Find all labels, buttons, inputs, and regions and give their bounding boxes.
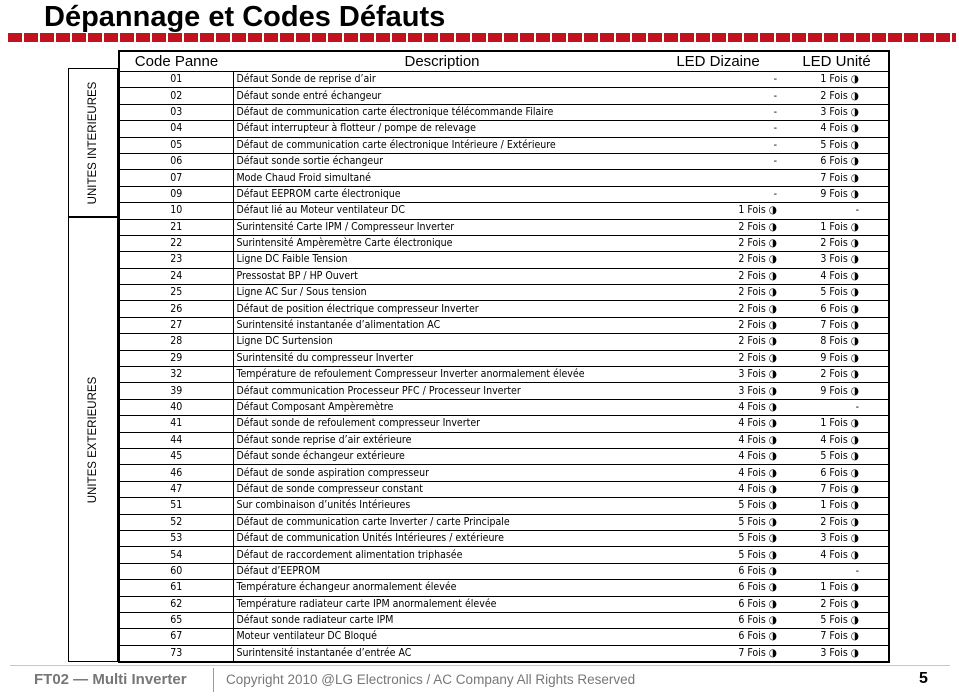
table-row xyxy=(119,301,889,317)
table-row xyxy=(119,416,889,432)
cell-led-dizaine: - xyxy=(651,88,785,104)
table-row xyxy=(119,88,889,104)
cell-code: 03 xyxy=(119,104,233,120)
cell-description: Défaut d’EEPROM xyxy=(233,563,651,579)
cell-description: Ligne DC Surtension xyxy=(233,334,651,350)
cell-code: 60 xyxy=(119,563,233,579)
cell-description: Défaut sonde entré échangeur xyxy=(233,88,651,104)
cell-description: Moteur ventilateur DC Bloqué xyxy=(233,629,651,645)
cell-description: Pressostat BP / HP Ouvert xyxy=(233,268,651,284)
cell-led-dizaine: 6 Fois ◑ xyxy=(651,596,785,612)
cell-description: Surintensité instantanée d’entrée AC xyxy=(233,645,651,662)
cell-code: 24 xyxy=(119,268,233,284)
cell-led-dizaine: 4 Fois ◑ xyxy=(651,416,785,432)
cell-code: 65 xyxy=(119,612,233,628)
table-row xyxy=(119,432,889,448)
cell-code: 09 xyxy=(119,186,233,202)
cell-description: Défaut de position électrique compresseur Inverter xyxy=(233,301,651,317)
cell-code: 05 xyxy=(119,137,233,153)
table-row xyxy=(119,498,889,514)
header-code-panne: Code Panne xyxy=(119,51,233,72)
cell-description: Défaut de communication carte électronique Intérieure / Extérieure xyxy=(233,137,651,153)
cell-description: Défaut sonde sortie échangeur xyxy=(233,153,651,169)
cell-led-dizaine: 2 Fois ◑ xyxy=(651,350,785,366)
cell-led-unite: 7 Fois ◑ xyxy=(785,170,889,186)
cell-description: Défaut Sonde de reprise d’air xyxy=(233,72,651,88)
page-title: Dépannage et Codes Défauts xyxy=(44,1,446,33)
cell-led-dizaine: 2 Fois ◑ xyxy=(651,219,785,235)
cell-code: 22 xyxy=(119,235,233,251)
cell-code: 51 xyxy=(119,498,233,514)
cell-led-unite: 3 Fois ◑ xyxy=(785,104,889,120)
cell-code: 67 xyxy=(119,629,233,645)
cell-code: 10 xyxy=(119,203,233,219)
table-row xyxy=(119,383,889,399)
cell-code: 02 xyxy=(119,88,233,104)
cell-led-dizaine: 4 Fois ◑ xyxy=(651,432,785,448)
footer-copyright: Copyright 2010 @LG Electronics / AC Company All Rights Reserved xyxy=(226,672,636,687)
cell-led-dizaine: 7 Fois ◑ xyxy=(651,645,785,662)
cell-led-unite: 2 Fois ◑ xyxy=(785,88,889,104)
cell-description: Défaut de sonde compresseur constant xyxy=(233,481,651,497)
cell-led-dizaine: 5 Fois ◑ xyxy=(651,514,785,530)
footer-doc-title: FT02 — Multi Inverter xyxy=(34,671,187,688)
section-label-interieures: UNITES INTERIEURES xyxy=(87,81,99,204)
header-led-dizaine: LED Dizaine xyxy=(651,51,785,72)
cell-led-unite: 5 Fois ◑ xyxy=(785,448,889,464)
cell-led-unite: 3 Fois ◑ xyxy=(785,252,889,268)
cell-led-unite: 5 Fois ◑ xyxy=(785,612,889,628)
cell-led-unite: 4 Fois ◑ xyxy=(785,268,889,284)
cell-led-unite: 9 Fois ◑ xyxy=(785,186,889,202)
cell-led-unite: 7 Fois ◑ xyxy=(785,317,889,333)
cell-led-unite: 4 Fois ◑ xyxy=(785,121,889,137)
cell-description: Défaut communication Processeur PFC / Processeur Inverter xyxy=(233,383,651,399)
cell-led-dizaine: 2 Fois ◑ xyxy=(651,285,785,301)
cell-led-unite: 4 Fois ◑ xyxy=(785,547,889,563)
cell-led-unite: 4 Fois ◑ xyxy=(785,432,889,448)
cell-led-dizaine: 3 Fois ◑ xyxy=(651,367,785,383)
table-row xyxy=(119,252,889,268)
table-row xyxy=(119,465,889,481)
cell-code: 73 xyxy=(119,645,233,662)
cell-code: 47 xyxy=(119,481,233,497)
footer-separator xyxy=(213,668,214,692)
cell-description: Défaut sonde radiateur carte IPM xyxy=(233,612,651,628)
table-row xyxy=(119,350,889,366)
cell-code: 62 xyxy=(119,596,233,612)
cell-description: Ligne DC Faible Tension xyxy=(233,252,651,268)
cell-description: Température radiateur carte IPM anormalement élevée xyxy=(233,596,651,612)
cell-led-dizaine: 2 Fois ◑ xyxy=(651,301,785,317)
cell-code: 01 xyxy=(119,72,233,88)
cell-description: Surintensité du compresseur Inverter xyxy=(233,350,651,366)
cell-description: Surintensité Carte IPM / Compresseur Inverter xyxy=(233,219,651,235)
cell-led-dizaine: 4 Fois ◑ xyxy=(651,481,785,497)
cell-led-unite: 6 Fois ◑ xyxy=(785,301,889,317)
cell-led-unite: 1 Fois ◑ xyxy=(785,72,889,88)
table-row xyxy=(119,268,889,284)
table-row xyxy=(119,121,889,137)
cell-description: Défaut sonde reprise d’air extérieure xyxy=(233,432,651,448)
cell-description: Défaut Composant Ampèremètre xyxy=(233,399,651,415)
table-row xyxy=(119,153,889,169)
cell-led-dizaine: 2 Fois ◑ xyxy=(651,235,785,251)
table-row xyxy=(119,203,889,219)
cell-code: 45 xyxy=(119,448,233,464)
cell-description: Mode Chaud Froid simultané xyxy=(233,170,651,186)
table-row xyxy=(119,367,889,383)
cell-led-unite: 7 Fois ◑ xyxy=(785,481,889,497)
cell-led-dizaine: 6 Fois ◑ xyxy=(651,580,785,596)
cell-led-unite: - xyxy=(785,399,889,415)
cell-led-dizaine: 5 Fois ◑ xyxy=(651,547,785,563)
cell-description: Ligne AC Sur / Sous tension xyxy=(233,285,651,301)
table-row xyxy=(119,448,889,464)
cell-description: Défaut interrupteur à flotteur / pompe de relevage xyxy=(233,121,651,137)
cell-led-unite: 9 Fois ◑ xyxy=(785,383,889,399)
table-row xyxy=(119,334,889,350)
cell-led-unite: 2 Fois ◑ xyxy=(785,367,889,383)
cell-led-unite: 7 Fois ◑ xyxy=(785,629,889,645)
cell-description: Défaut sonde de refoulement compresseur Inverter xyxy=(233,416,651,432)
cell-led-dizaine: - xyxy=(651,186,785,202)
table-row xyxy=(119,219,889,235)
cell-description: Défaut de communication carte électronique télécommande Filaire xyxy=(233,104,651,120)
cell-code: 06 xyxy=(119,153,233,169)
cell-led-dizaine: 5 Fois ◑ xyxy=(651,498,785,514)
cell-description: Surintensité instantanée d’alimentation AC xyxy=(233,317,651,333)
section-label-exterieures: UNITES EXTERIEURES xyxy=(87,376,99,503)
table-row xyxy=(119,481,889,497)
cell-led-unite: 3 Fois ◑ xyxy=(785,530,889,546)
table-row xyxy=(119,104,889,120)
cell-led-dizaine: 1 Fois ◑ xyxy=(651,203,785,219)
table-row xyxy=(119,530,889,546)
table-row xyxy=(119,547,889,563)
table-row xyxy=(119,563,889,579)
cell-led-unite: 6 Fois ◑ xyxy=(785,465,889,481)
table-row xyxy=(119,72,889,88)
cell-code: 46 xyxy=(119,465,233,481)
table-row xyxy=(119,645,889,662)
cell-led-unite: 2 Fois ◑ xyxy=(785,596,889,612)
cell-led-unite: 5 Fois ◑ xyxy=(785,137,889,153)
section-interieures xyxy=(68,68,118,217)
table-row xyxy=(119,514,889,530)
table-row xyxy=(119,235,889,251)
cell-led-dizaine xyxy=(651,170,785,186)
cell-code: 39 xyxy=(119,383,233,399)
cell-led-dizaine: - xyxy=(651,104,785,120)
cell-code: 27 xyxy=(119,317,233,333)
cell-code: 32 xyxy=(119,367,233,383)
cell-led-dizaine: 2 Fois ◑ xyxy=(651,268,785,284)
cell-led-unite: 3 Fois ◑ xyxy=(785,645,889,662)
cell-led-unite: 5 Fois ◑ xyxy=(785,285,889,301)
cell-led-unite: 1 Fois ◑ xyxy=(785,580,889,596)
cell-led-unite: 1 Fois ◑ xyxy=(785,498,889,514)
cell-led-unite: 9 Fois ◑ xyxy=(785,350,889,366)
cell-code: 25 xyxy=(119,285,233,301)
cell-description: Température de refoulement Compresseur Inverter anormalement élevée xyxy=(233,367,651,383)
cell-description: Sur combinaison d’unités Intérieures xyxy=(233,498,651,514)
table-body xyxy=(119,72,889,663)
cell-code: 23 xyxy=(119,252,233,268)
cell-led-unite: - xyxy=(785,563,889,579)
footer xyxy=(0,664,959,697)
table-row xyxy=(119,186,889,202)
cell-code: 61 xyxy=(119,580,233,596)
cell-led-unite: 1 Fois ◑ xyxy=(785,219,889,235)
cell-led-dizaine: 2 Fois ◑ xyxy=(651,252,785,268)
cell-led-unite: 2 Fois ◑ xyxy=(785,235,889,251)
cell-led-dizaine: 2 Fois ◑ xyxy=(651,317,785,333)
cell-description: Défaut de sonde aspiration compresseur xyxy=(233,465,651,481)
cell-code: 53 xyxy=(119,530,233,546)
cell-code: 07 xyxy=(119,170,233,186)
cell-code: 52 xyxy=(119,514,233,530)
cell-description: Défaut de communication carte Inverter / carte Principale xyxy=(233,514,651,530)
cell-led-dizaine: 6 Fois ◑ xyxy=(651,612,785,628)
cell-led-dizaine: 4 Fois ◑ xyxy=(651,465,785,481)
page-number: 5 xyxy=(919,670,928,687)
cell-description: Défaut sonde échangeur extérieure xyxy=(233,448,651,464)
cell-description: Surintensité Ampèremètre Carte électronique xyxy=(233,235,651,251)
table-header-row xyxy=(119,51,889,72)
cell-led-dizaine: 3 Fois ◑ xyxy=(651,383,785,399)
footer-divider xyxy=(10,665,950,666)
header-led-unite: LED Unité xyxy=(785,51,889,72)
cell-led-dizaine: - xyxy=(651,137,785,153)
cell-led-dizaine: 5 Fois ◑ xyxy=(651,530,785,546)
cell-description: Défaut de raccordement alimentation triphasée xyxy=(233,547,651,563)
table-row xyxy=(119,137,889,153)
table-row xyxy=(119,612,889,628)
cell-led-unite: 6 Fois ◑ xyxy=(785,153,889,169)
title-underline-bar xyxy=(8,33,956,42)
cell-led-unite: 8 Fois ◑ xyxy=(785,334,889,350)
cell-led-dizaine: - xyxy=(651,121,785,137)
table-row xyxy=(119,170,889,186)
header-description: Description xyxy=(233,51,651,72)
fault-codes-table xyxy=(118,50,890,663)
cell-led-dizaine: 4 Fois ◑ xyxy=(651,448,785,464)
cell-code: 44 xyxy=(119,432,233,448)
cell-code: 21 xyxy=(119,219,233,235)
cell-description: Température échangeur anormalement élevée xyxy=(233,580,651,596)
table-row xyxy=(119,596,889,612)
cell-led-dizaine: 6 Fois ◑ xyxy=(651,563,785,579)
table-row xyxy=(119,317,889,333)
cell-led-dizaine: 2 Fois ◑ xyxy=(651,334,785,350)
table-row xyxy=(119,580,889,596)
cell-led-unite: 1 Fois ◑ xyxy=(785,416,889,432)
section-exterieures xyxy=(68,217,118,662)
cell-led-dizaine: 4 Fois ◑ xyxy=(651,399,785,415)
cell-description: Défaut EEPROM carte électronique xyxy=(233,186,651,202)
cell-description: Défaut de communication Unités Intérieures / extérieure xyxy=(233,530,651,546)
cell-code: 26 xyxy=(119,301,233,317)
cell-led-unite: 2 Fois ◑ xyxy=(785,514,889,530)
cell-code: 40 xyxy=(119,399,233,415)
cell-led-dizaine: 6 Fois ◑ xyxy=(651,629,785,645)
cell-led-unite: - xyxy=(785,203,889,219)
table-row xyxy=(119,629,889,645)
cell-code: 28 xyxy=(119,334,233,350)
cell-description: Défaut lié au Moteur ventilateur DC xyxy=(233,203,651,219)
cell-led-dizaine: - xyxy=(651,72,785,88)
cell-code: 04 xyxy=(119,121,233,137)
cell-code: 29 xyxy=(119,350,233,366)
table-row xyxy=(119,285,889,301)
cell-led-dizaine: - xyxy=(651,153,785,169)
table-row xyxy=(119,399,889,415)
cell-code: 54 xyxy=(119,547,233,563)
cell-code: 41 xyxy=(119,416,233,432)
